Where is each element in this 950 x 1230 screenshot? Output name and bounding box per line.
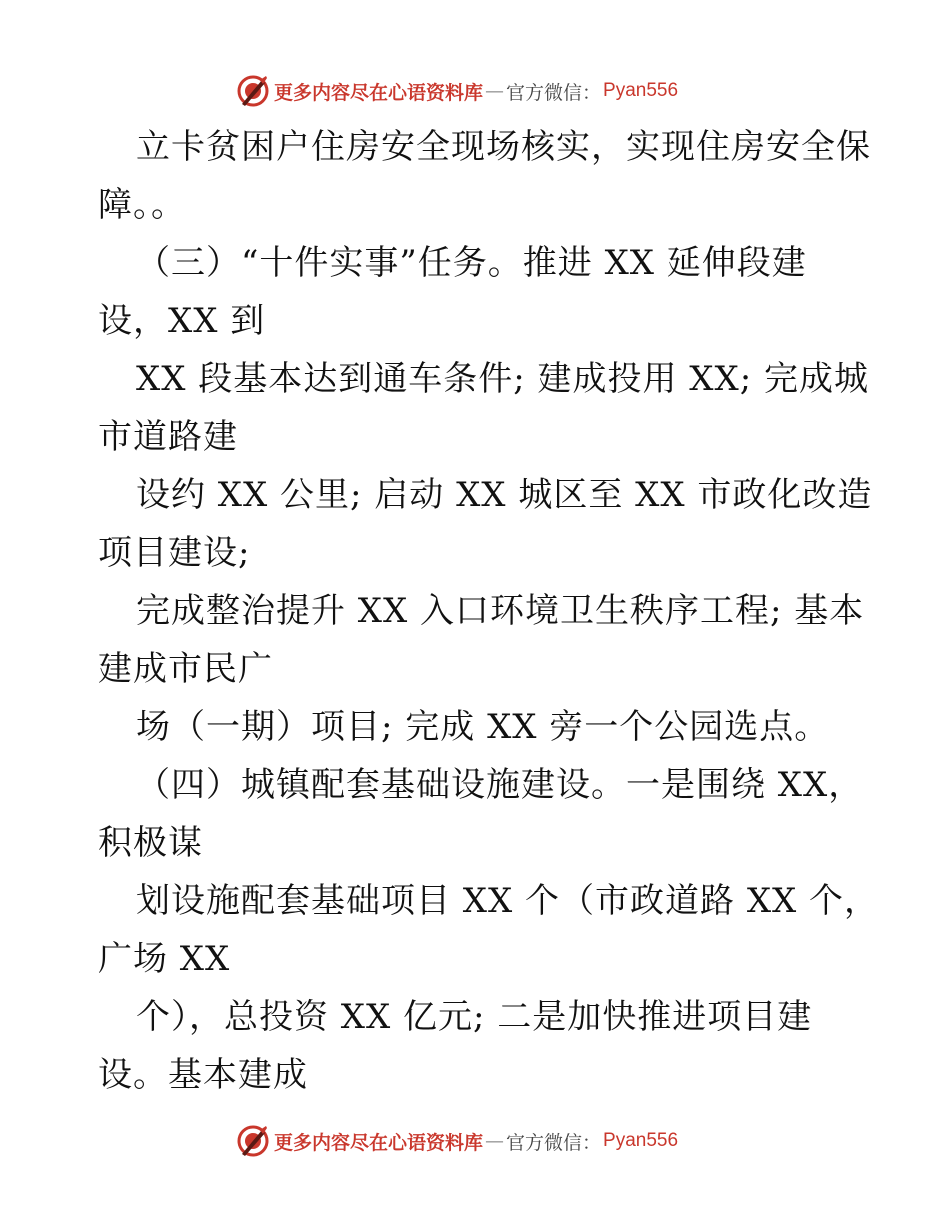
text-line: 设。基本建成 [98,1055,308,1095]
banner-title: 更多内容尽在心语资料库 [274,81,484,104]
text-line: 设约 XX 公里; 启动 XX 城区至 XX 市政化改造 [136,475,873,515]
text-line: 项目建设; [98,533,251,573]
text-line: 完成整治提升 XX 入口环境卫生秩序工程; 基本 [136,591,865,631]
text-line: （四）城镇配套基础设施建设。一是围绕 XX， [136,765,864,805]
text-line: XX 段基本达到通车条件; 建成投用 XX; 完成城 [136,359,869,399]
text-line: 市道路建 [98,417,238,457]
quill-seal-icon [236,74,270,108]
banner-title: 更多内容尽在心语资料库 [274,1131,484,1154]
banner-wechat-label: 官方微信： [506,1131,602,1154]
text-line: 广场 XX [98,939,231,979]
text-line: 个），总投资 XX 亿元; 二是加快推进项目建 [136,997,813,1037]
text-line: （三）“十件实事”任务。推进 XX 延伸段建 [136,243,807,283]
banner-separator: — [485,1130,505,1152]
text-line: 场（一期）项目; 完成 XX 旁一个公园选点。 [136,707,830,747]
banner-wechat-label: 官方微信： [506,81,602,104]
document-body [98,118,880,1104]
text-line: 立卡贫困户住房安全现场核实，实现住房安全保 [136,127,871,167]
text-line: 障。。 [98,185,186,225]
text-line: 建成市民广 [98,649,273,689]
header-banner [236,72,678,110]
banner-separator: — [485,80,505,102]
text-line: 划设施配套基础项目 XX 个（市政道路 XX 个， [136,881,880,921]
banner-wechat-id: Pyan556 [603,1130,679,1151]
text-line: 积极谋 [98,823,203,863]
quill-seal-icon [236,1124,270,1158]
banner-wechat-id: Pyan556 [603,80,679,101]
text-line: 设，XX 到 [98,301,266,341]
footer-banner [236,1122,678,1160]
